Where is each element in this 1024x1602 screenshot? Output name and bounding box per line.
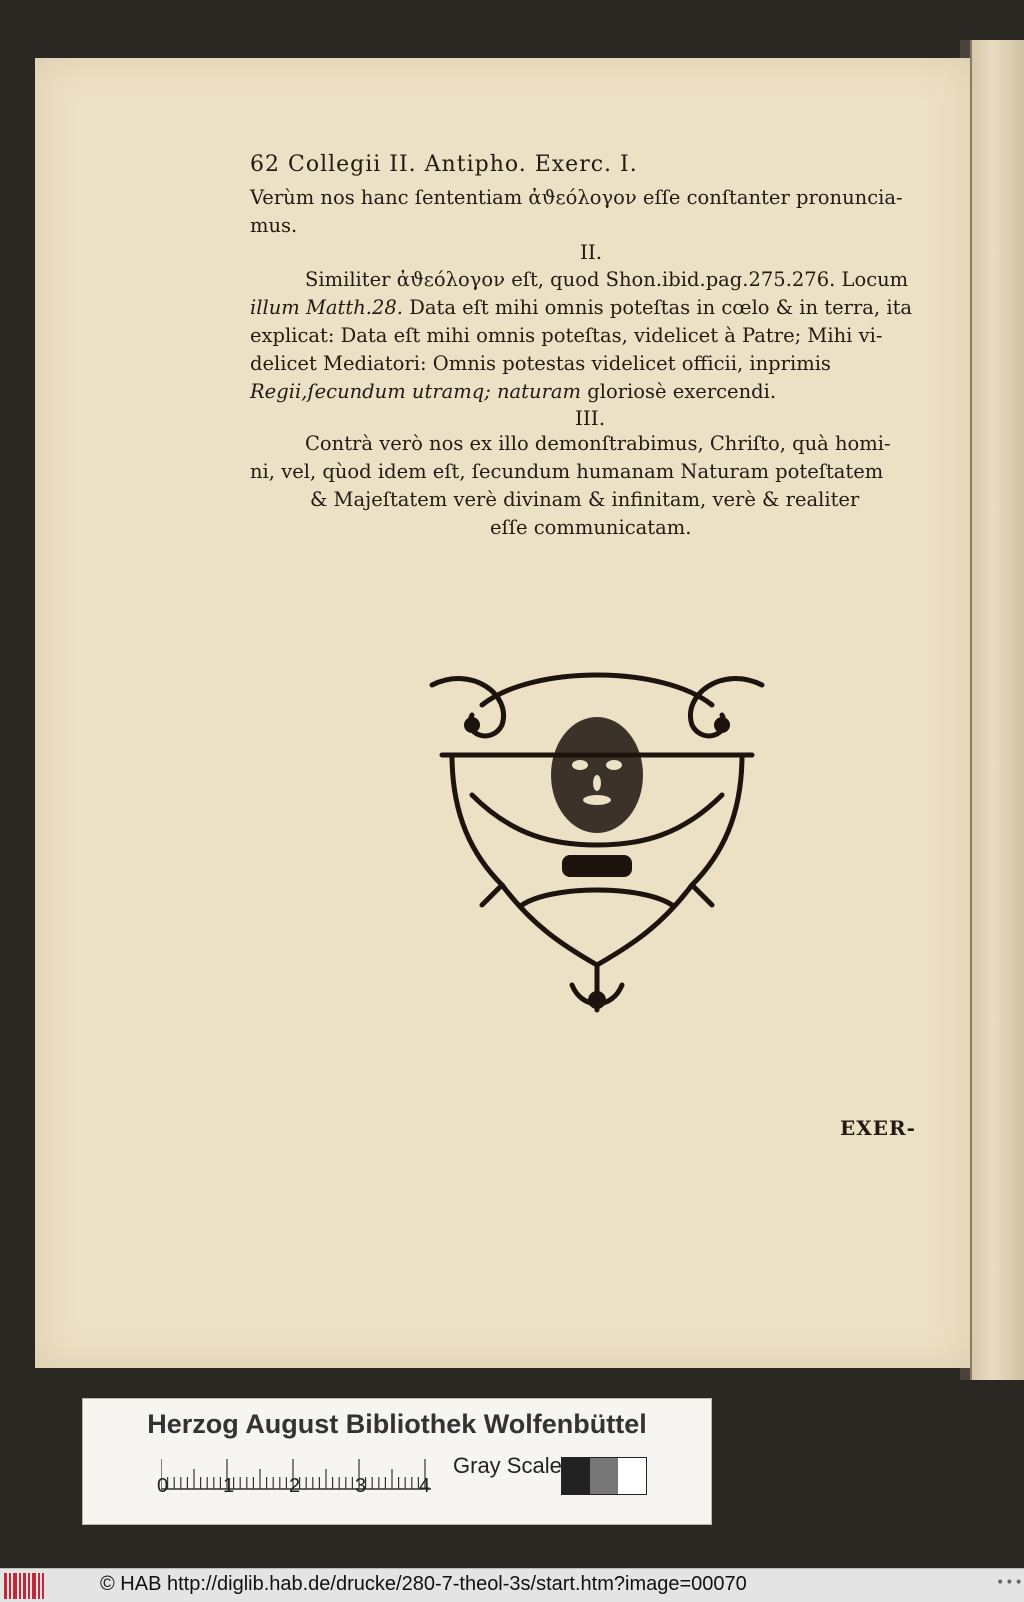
text-line-8: Contrà verò nos ex illo demonſtrabimus, Chriſto, quà homi-	[305, 432, 891, 455]
ruler-scale	[161, 1451, 451, 1491]
ruler-label-1: 1	[223, 1475, 235, 1497]
italic-illum: illum	[250, 296, 300, 319]
ruler-label-2: 2	[289, 1475, 301, 1497]
footer-link[interactable]: © HAB http://diglib.hab.de/drucke/280-7-theol-3s/start.htm?image=00070	[100, 1573, 747, 1595]
ornament-woodcut	[412, 665, 782, 1020]
running-head: 62 Collegii II. Antipho. Exerc. I.	[250, 152, 638, 177]
text-line-7	[250, 380, 776, 403]
italic-regii: Regii,	[250, 380, 308, 403]
text-line-4	[250, 296, 912, 319]
gray-patch-white	[618, 1458, 646, 1494]
italic-matth: Matth.28.	[305, 296, 404, 319]
gray-patch-black	[562, 1458, 590, 1494]
italic-secundum: ſecundum utramq; naturam	[307, 380, 582, 403]
text-line-10: & Majeſtatem verè divinam & infinitam, verè & realiter	[310, 488, 860, 511]
next-page-edge	[970, 40, 1024, 1380]
gray-patch-mid	[590, 1458, 618, 1494]
calibration-card	[82, 1398, 712, 1525]
grayscale-label: Gray Scale	[453, 1453, 562, 1478]
ruler-label-0: 0	[157, 1475, 169, 1497]
text-line-1: Verùm nos hanc ſententiam ἀϑεόλογον eſſe conſtanter pronuncia-	[250, 186, 903, 209]
grayscale-patches	[561, 1457, 647, 1495]
text-line-11: eſſe communicatam.	[490, 516, 692, 539]
footer-bar	[0, 1568, 1024, 1602]
ruler-label-3: 3	[355, 1475, 367, 1497]
section-number-2: II.	[580, 240, 603, 264]
text-line-4-rest: Data eſt mihi omnis poteſtas in cœlo & in terra, ita	[409, 296, 913, 319]
barcode-icon	[4, 1573, 44, 1599]
catchword: EXER-	[840, 1116, 916, 1140]
library-name: Herzog August Bibliothek Wolfenbüttel	[147, 1409, 647, 1439]
text-line-3: Similiter ἀϑεόλογον eſt, quod Shon.ibid.pag.275.276. Locum	[305, 268, 909, 291]
menu-dots-icon[interactable]: •••	[996, 1575, 1024, 1591]
text-line-9: ni, vel, qùod idem eſt, ſecundum humanam Naturam poteſtatem	[250, 460, 884, 483]
text-line-2: mus.	[250, 214, 298, 237]
ruler-label-4: 4	[419, 1475, 431, 1497]
section-number-3: III.	[575, 406, 606, 430]
text-line-5: explicat: Data eſt mihi omnis poteſtas, videlicet à Patre; Mihi vi-	[250, 324, 883, 347]
text-line-6: delicet Mediatori: Omnis potestas videlicet officii, inprimis	[250, 352, 831, 375]
text-line-7-rest: gloriosè exercendi.	[587, 380, 777, 403]
